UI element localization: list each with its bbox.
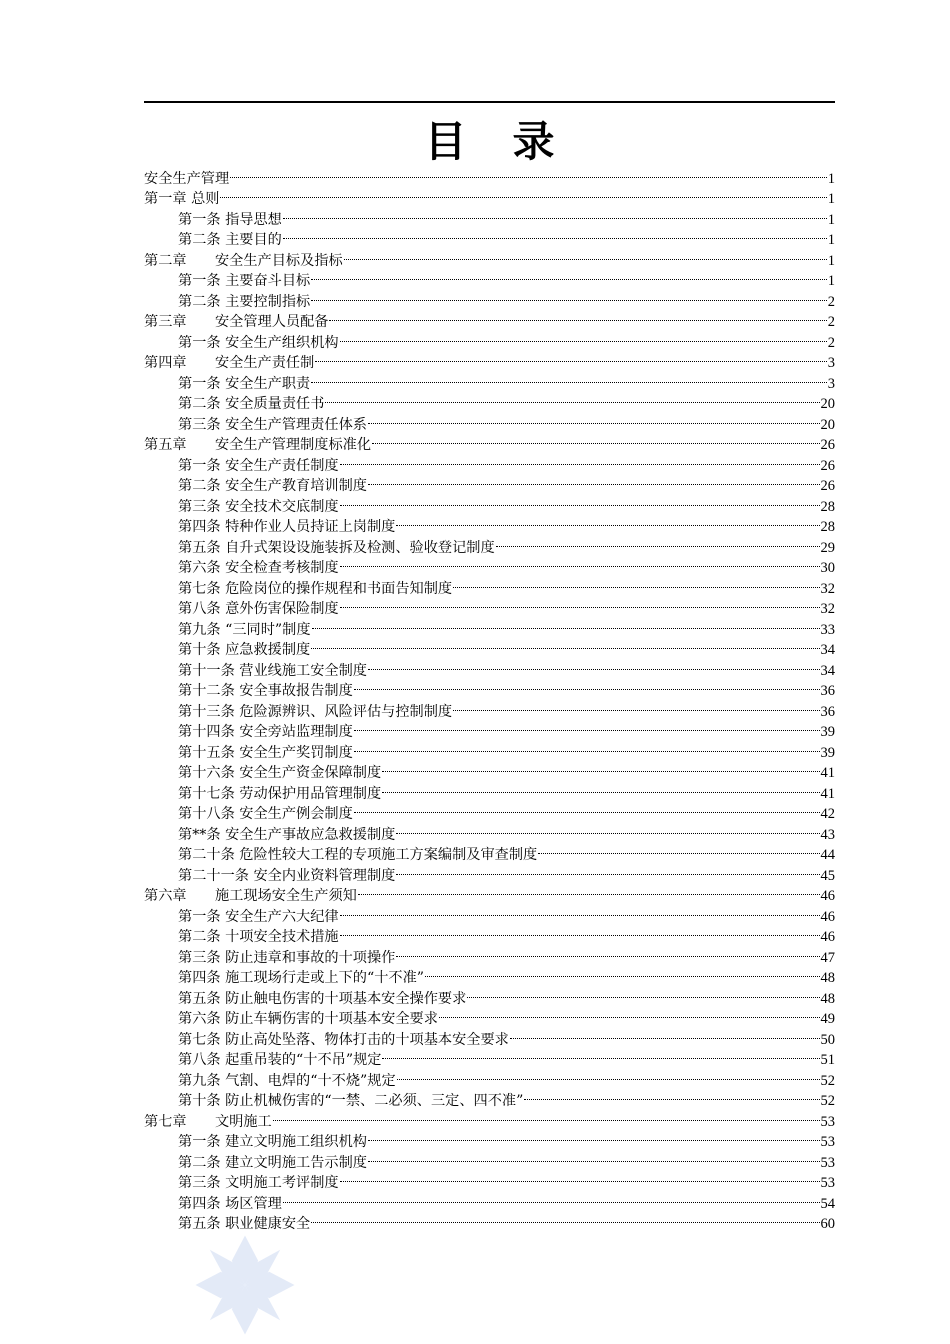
toc-page-number: 32 [820, 580, 835, 597]
title-char-right: 录 [512, 117, 555, 166]
toc-dot-leader [340, 490, 820, 511]
toc-entry-label: 第八条 意外伤害保险制度 [178, 601, 339, 617]
toc-entry-label: 第四条 场区管理 [178, 1195, 282, 1212]
toc-entry-label: 第二条 安全生产教育培训制度 [178, 478, 367, 494]
toc-entry-label: 第**条 安全生产事故应急救援制度 [178, 826, 396, 843]
toc-dot-leader [311, 285, 827, 306]
toc-entry-label: 第七条 防止高处坠落、物体打击的十项基本安全要求 [178, 1031, 509, 1048]
title-char-left: 目 [424, 117, 467, 166]
toc-dot-leader [340, 449, 820, 470]
toc-page-number: 28 [820, 519, 835, 535]
toc-dot-leader [311, 1208, 819, 1229]
toc-dot-leader [340, 921, 820, 942]
toc-page-number: 46 [820, 929, 835, 945]
toc-dot-leader [368, 1126, 820, 1147]
toc-entry-label: 第四条 施工现场行走或上下的“十不准” [178, 970, 425, 986]
toc-page-number: 3 [827, 355, 835, 371]
toc-dot-leader [396, 859, 819, 880]
toc-dot-leader [329, 306, 826, 327]
toc-dot-leader [524, 1085, 819, 1106]
toc-page-number: 39 [820, 724, 835, 740]
toc-page-number: 46 [820, 888, 835, 904]
toc-dot-leader [340, 552, 820, 573]
toc-dot-leader [354, 716, 820, 737]
toc-page-number: 41 [820, 785, 835, 802]
toc-page-number: 41 [820, 765, 835, 781]
toc-entry-label: 第十一条 营业线施工安全制度 [178, 662, 367, 679]
toc-dot-leader [273, 1105, 820, 1126]
toc-page-number: 53 [820, 1154, 835, 1171]
toc-entry-label: 第三条 文明施工考评制度 [178, 1175, 339, 1191]
toc-page-number: 26 [820, 478, 835, 494]
toc-page-number: 47 [820, 949, 835, 966]
toc-page-number: 34 [820, 662, 835, 679]
toc-entry-label: 第九条 “三同时”制度 [178, 621, 311, 638]
toc-page-number: 1 [827, 232, 835, 248]
toc-page-number: 60 [820, 1216, 835, 1232]
toc-dot-leader [311, 634, 819, 655]
toc-entry-label: 第八条 起重吊装的“十不吊”规定 [178, 1052, 382, 1068]
toc-entry-label: 第一条 安全生产责任制度 [178, 457, 339, 474]
toc-page-number: 50 [820, 1031, 835, 1048]
toc-entry[interactable] [144, 203, 835, 228]
toc-entry-label: 第一条 指导思想 [178, 211, 282, 228]
toc-page-number: 3 [827, 375, 835, 392]
toc-entry-label: 第十八条 安全生产例会制度 [178, 806, 353, 822]
toc-page-number: 1 [827, 252, 835, 269]
toc-dot-leader [311, 367, 827, 388]
toc-entry-label: 第十四条 安全旁站监理制度 [178, 724, 353, 740]
toc-page-number: 44 [820, 847, 835, 863]
toc-entry-label: 安全生产管理 [144, 170, 230, 187]
toc-entry-label: 第六章 施工现场安全生产须知 [144, 888, 357, 904]
toc-dot-leader [467, 982, 819, 1003]
toc-dot-leader [397, 1064, 820, 1085]
toc-dot-leader [340, 1167, 820, 1188]
toc-page-number: 1 [827, 191, 835, 207]
toc-dot-leader [372, 429, 819, 450]
toc-entry-label: 第二十条 危险性较大工程的专项施工方案编制及审查制度 [178, 847, 538, 863]
toc-page-number: 28 [820, 498, 835, 515]
toc-dot-leader [315, 347, 826, 368]
toc-entry-label: 第二章 安全生产目标及指标 [144, 252, 343, 269]
toc-dot-leader [368, 1146, 820, 1167]
toc-dot-leader [354, 736, 820, 757]
toc-page-number: 34 [820, 642, 835, 658]
toc-dot-leader [538, 839, 819, 860]
toc-page-number: 42 [820, 806, 835, 822]
toc-page-number: 48 [820, 990, 835, 1007]
toc-page-number: 20 [820, 396, 835, 412]
toc-entry-label: 第二条 主要控制指标 [178, 293, 311, 310]
toc-dot-leader [340, 593, 820, 614]
toc-dot-leader [382, 757, 819, 778]
toc-entry-label: 第五条 防止触电伤害的十项基本安全操作要求 [178, 990, 467, 1007]
toc-page-number: 20 [820, 416, 835, 433]
toc-entry-label: 第四条 特种作业人员持证上岗制度 [178, 519, 396, 535]
toc-entry-label: 第五条 自升式架设设施装拆及检测、验收登记制度 [178, 539, 495, 556]
toc-page-number: 36 [820, 683, 835, 699]
toc-entry-label: 第七章 文明施工 [144, 1113, 272, 1130]
toc-page-number: 32 [820, 601, 835, 617]
toc-dot-leader [230, 162, 827, 183]
watermark-logo-icon [190, 1230, 300, 1340]
toc-entry-label: 第一条 安全生产职责 [178, 375, 311, 392]
toc-entry[interactable] [144, 162, 835, 187]
toc-page-number: 1 [827, 211, 835, 228]
toc-entry-label: 第十七条 劳动保护用品管理制度 [178, 785, 382, 802]
toc-dot-leader [325, 388, 819, 409]
toc-dot-leader [510, 1023, 820, 1044]
toc-page-number: 2 [827, 293, 835, 310]
toc-entry-label: 第一条 安全生产组织机构 [178, 334, 339, 351]
toc-dot-leader [283, 224, 827, 245]
toc-page-number: 48 [820, 970, 835, 986]
toc-entry[interactable] [144, 183, 835, 207]
toc-page-number: 39 [820, 744, 835, 761]
toc-dot-leader [453, 695, 819, 716]
toc-entry-label: 第一条 建立文明施工组织机构 [178, 1134, 367, 1150]
toc-dot-leader [396, 941, 819, 962]
toc-page-number: 29 [820, 539, 835, 556]
toc-page-number: 33 [820, 621, 835, 638]
toc-dot-leader [354, 798, 820, 819]
toc-page-number: 46 [820, 908, 835, 925]
toc-entry-label: 第七条 危险岗位的操作规程和书面告知制度 [178, 580, 453, 597]
toc-entry-label: 第三章 安全管理人员配备 [144, 314, 329, 330]
toc-page-number: 53 [820, 1175, 835, 1191]
toc-dot-leader [382, 1044, 819, 1065]
toc-entry-label: 第九条 气割、电焊的“十不烧”规定 [178, 1072, 396, 1089]
toc-entry-label: 第一章 总则 [144, 191, 220, 207]
toc-dot-leader [283, 1187, 820, 1208]
toc-entry-label: 第十二条 安全事故报告制度 [178, 683, 353, 699]
toc-page-number: 53 [820, 1113, 835, 1130]
toc-entry-label: 第十五条 安全生产奖罚制度 [178, 744, 353, 761]
toc-entry-label: 第十三条 危险源辨识、风险评估与控制制度 [178, 703, 453, 720]
toc-dot-leader [496, 531, 820, 552]
toc-dot-leader [368, 470, 820, 491]
toc-dot-leader [312, 613, 820, 634]
toc-dot-leader [358, 880, 820, 901]
toc-dot-leader [396, 511, 819, 532]
toc-page-number: 43 [820, 826, 835, 843]
toc-dot-leader [340, 900, 820, 921]
toc-dot-leader [368, 408, 820, 429]
toc-entry-label: 第二条 主要目的 [178, 232, 282, 248]
toc-page-number: 45 [820, 867, 835, 884]
toc-dot-leader [453, 572, 819, 593]
toc-entry-label: 第二条 建立文明施工告示制度 [178, 1154, 367, 1171]
toc-entry-label: 第二十一条 安全内业资料管理制度 [178, 867, 396, 884]
toc-page-number: 1 [827, 273, 835, 289]
toc-dot-leader [311, 265, 827, 286]
toc-dot-leader [354, 675, 820, 696]
toc-page-number: 51 [820, 1052, 835, 1068]
toc-page-number: 26 [820, 437, 835, 453]
toc-page-number: 53 [820, 1134, 835, 1150]
toc-page-number: 49 [820, 1011, 835, 1027]
toc-page-number: 54 [820, 1195, 835, 1212]
toc-dot-leader [344, 244, 827, 265]
toc-page-number: 52 [820, 1093, 835, 1109]
toc-page-number: 1 [827, 170, 835, 187]
toc-entry-label: 第三条 防止违章和事故的十项操作 [178, 949, 396, 966]
table-of-contents [144, 162, 835, 1232]
toc-page-number: 30 [820, 560, 835, 576]
toc-entry-label: 第一条 主要奋斗目标 [178, 273, 311, 289]
toc-entry-label: 第十条 防止机械伤害的“一禁、二必须、三定、四不准” [178, 1093, 524, 1109]
toc-entry-label: 第六条 防止车辆伤害的十项基本安全要求 [178, 1011, 438, 1027]
toc-entry-label: 第二条 安全质量责任书 [178, 396, 325, 412]
toc-entry-label: 第五章 安全生产管理制度标准化 [144, 437, 372, 453]
toc-dot-leader [220, 183, 826, 204]
page-title [144, 116, 835, 168]
toc-page-number: 52 [820, 1072, 835, 1089]
toc-entry-label: 第三条 安全技术交底制度 [178, 498, 339, 515]
toc-dot-leader [283, 203, 827, 224]
toc-entry-label: 第十六条 安全生产资金保障制度 [178, 765, 382, 781]
toc-dot-leader [439, 1003, 820, 1024]
toc-entry-label: 第四章 安全生产责任制 [144, 355, 315, 371]
toc-page-number: 2 [827, 314, 835, 330]
toc-entry-label: 第二条 十项安全技术措施 [178, 929, 339, 945]
toc-entry-label: 第三条 安全生产管理责任体系 [178, 416, 367, 433]
toc-dot-leader [340, 326, 827, 347]
toc-dot-leader [425, 962, 819, 983]
toc-entry-label: 第一条 安全生产六大纪律 [178, 908, 339, 925]
toc-entry-label: 第五条 职业健康安全 [178, 1216, 311, 1232]
toc-page-number: 26 [820, 457, 835, 474]
toc-entry-label: 第十条 应急救援制度 [178, 642, 311, 658]
toc-dot-leader [396, 818, 819, 839]
header-rule [144, 101, 835, 103]
toc-entry-label: 第六条 安全检查考核制度 [178, 560, 339, 576]
toc-page-number: 36 [820, 703, 835, 720]
toc-dot-leader [382, 777, 819, 798]
toc-page-number: 2 [827, 334, 835, 351]
toc-dot-leader [368, 654, 820, 675]
